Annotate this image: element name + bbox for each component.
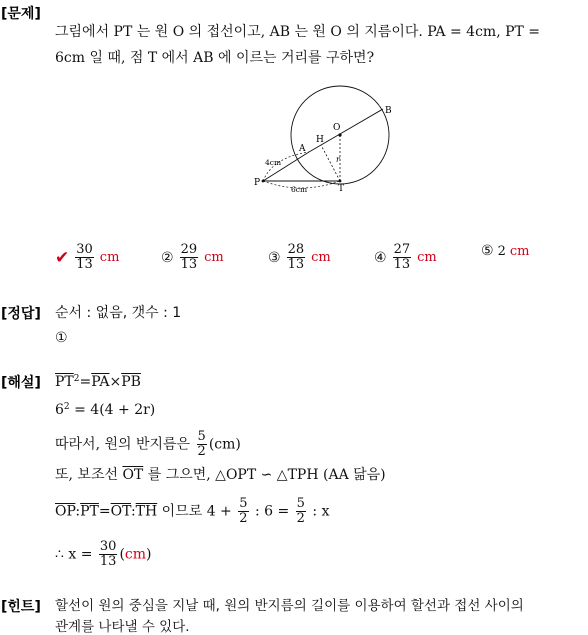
hint-line-2: 관계를 나타낼 수 있다.	[55, 619, 190, 635]
solution-step-6	[55, 540, 152, 569]
point-p	[262, 180, 265, 183]
fraction-1-num: 5	[239, 496, 248, 511]
geometry-figure	[245, 85, 405, 195]
choice-1-unit: cm	[99, 250, 120, 265]
choice-2-num: 29	[180, 242, 198, 257]
result-den: 13	[99, 554, 117, 569]
solution-tag: [해설]	[1, 375, 41, 391]
segment-ot: $\overline{OT}$	[110, 503, 131, 520]
result-num: 30	[99, 539, 117, 554]
label-b: B	[385, 106, 392, 116]
therefore-text: ∴ x =	[55, 546, 97, 563]
segment-pt: $\overline{PT}$	[80, 503, 99, 520]
circled-5-icon: ⑤	[481, 243, 494, 259]
radius-den: 2	[197, 444, 206, 459]
paren-close: )	[146, 546, 152, 563]
fraction-1-den: 2	[239, 511, 248, 526]
times: ×	[109, 374, 122, 390]
fraction-2-den: 2	[296, 511, 305, 526]
problem-line-1	[55, 22, 540, 42]
segment-op: $\overline{OP}$	[55, 503, 76, 520]
solution-step-5	[55, 497, 329, 526]
hint-tag: [힌트]	[1, 599, 41, 615]
choice-1-den: 13	[76, 257, 93, 272]
answer-order: 순서 : 없음, 갯수 : 1	[55, 305, 182, 321]
choice-2-fraction	[180, 243, 199, 272]
circled-3-icon: ③	[268, 249, 281, 266]
fraction-1	[238, 497, 248, 526]
choice-4[interactable]	[374, 243, 437, 272]
step-4-similarity: 를 그으면, △OPT ∽ △TPH (AA 닮음)	[143, 467, 386, 483]
hint-line-1: 할선이 원의 중심을 지날 때, 원의 반지름의 길이를 이용하여 할선과 접선 사이의	[55, 598, 524, 614]
answer-choice: ①	[55, 330, 68, 346]
exponent: 2	[73, 374, 80, 384]
problem-text-1: 그림에서 PT 는 원 O 의 접선이고, AB 는 원 O 의 지름이다. PA = 4cm, PT =	[55, 24, 541, 40]
choice-5-value: 2	[497, 243, 506, 259]
problem-text-2: 6cm 일 때, 점 T 에서 AB 에 이르는 거리를 구하면?	[55, 50, 375, 66]
label-4cm: 4cm	[265, 158, 282, 167]
choice-3-num: 28	[287, 242, 305, 257]
radius-fraction	[197, 430, 207, 459]
step-3-text: 따라서, 원의 반지름은	[55, 436, 195, 453]
choice-1-fraction	[75, 243, 94, 272]
choice-4-den: 13	[393, 257, 411, 272]
label-p: P	[254, 178, 261, 188]
base: 6	[55, 402, 64, 418]
choice-4-fraction	[393, 243, 412, 272]
choice-4-num: 27	[393, 242, 411, 257]
result-fraction	[99, 540, 118, 569]
choice-2-den: 13	[180, 257, 198, 272]
answer-tag: [정답]	[1, 306, 41, 322]
fraction-2-num: 5	[296, 496, 305, 511]
problem-line-2	[55, 48, 374, 68]
choice-3-fraction	[287, 243, 306, 272]
segment-pb: $\overline{PB}$	[121, 374, 141, 390]
label-o: O	[333, 123, 341, 133]
solution-step-4	[55, 465, 386, 485]
choice-5[interactable]	[481, 243, 529, 259]
choice-5-unit: cm	[509, 243, 530, 259]
solution-step-2	[55, 400, 155, 420]
point-o	[338, 133, 341, 136]
segment-pa: $\overline{PA}$	[91, 374, 110, 390]
step-5-end: : x	[307, 503, 330, 520]
diameter-ab	[309, 109, 383, 152]
label-a: A	[299, 144, 306, 154]
circled-4-icon: ④	[374, 249, 387, 266]
choice-3-den: 13	[287, 257, 305, 272]
equals: =	[79, 374, 92, 390]
point-t	[339, 180, 342, 183]
exponent: 2	[63, 402, 70, 412]
equation-rest: = 4(4 + 2r)	[69, 402, 156, 418]
choice-2-unit: cm	[204, 250, 224, 265]
solution-step-1	[55, 372, 141, 392]
radius-unit: (cm)	[208, 436, 241, 453]
circled-2-icon: ②	[161, 249, 174, 266]
equals: =	[98, 503, 111, 520]
choice-1-num: 30	[76, 242, 93, 257]
segment-pt: $\overline{PT}$	[55, 374, 74, 390]
step-5-middle: : 6 =	[250, 503, 294, 520]
colon: :	[130, 503, 136, 520]
label-r: r	[336, 155, 340, 164]
check-icon: ✔	[55, 247, 70, 268]
choice-1[interactable]	[55, 243, 119, 272]
choice-2[interactable]	[161, 243, 224, 272]
solution-step-3	[55, 430, 241, 459]
fraction-2	[296, 497, 306, 526]
choice-4-unit: cm	[417, 250, 437, 265]
paren-open: (	[119, 546, 125, 563]
segment-th: $\overline{TH}$	[135, 503, 158, 520]
choice-3[interactable]	[268, 243, 331, 272]
choice-3-unit: cm	[311, 250, 331, 265]
result-unit: cm	[124, 546, 147, 563]
step-4-text: 또, 보조선	[55, 467, 123, 483]
radius-num: 5	[197, 429, 206, 444]
step-5-text: 이므로 4 +	[157, 503, 237, 520]
label-h: H	[316, 135, 324, 145]
label-6cm: 6cm	[291, 185, 308, 194]
colon: :	[75, 503, 81, 520]
label-t: T	[338, 184, 345, 194]
problem-tag: [문제]	[1, 6, 41, 22]
segment-ot: $\overline{OT}$	[122, 467, 144, 483]
